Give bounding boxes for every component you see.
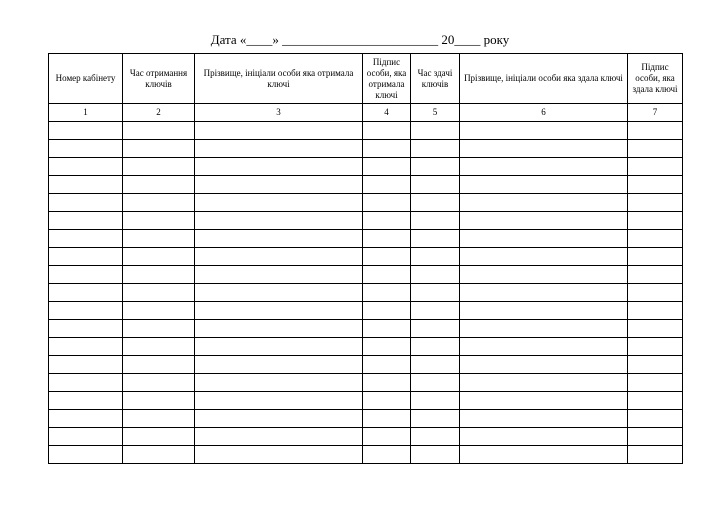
header-return-time: Час здачі ключів xyxy=(411,54,460,104)
table-row xyxy=(49,428,683,446)
table-cell[interactable] xyxy=(123,284,195,302)
table-cell[interactable] xyxy=(411,212,460,230)
table-cell[interactable] xyxy=(628,122,683,140)
table-cell[interactable] xyxy=(123,248,195,266)
table-cell[interactable] xyxy=(628,374,683,392)
year-blank[interactable]: ____ xyxy=(454,32,481,47)
table-cell[interactable] xyxy=(363,338,411,356)
table-cell[interactable] xyxy=(628,284,683,302)
table-cell[interactable] xyxy=(49,410,123,428)
table-cell[interactable] xyxy=(195,140,363,158)
table-cell[interactable] xyxy=(628,392,683,410)
table-cell[interactable] xyxy=(460,176,628,194)
table-cell[interactable] xyxy=(363,266,411,284)
table-cell[interactable] xyxy=(628,410,683,428)
table-cell[interactable] xyxy=(460,158,628,176)
table-cell[interactable] xyxy=(49,374,123,392)
table-cell[interactable] xyxy=(123,158,195,176)
table-cell[interactable] xyxy=(628,356,683,374)
column-number: 4 xyxy=(363,104,411,122)
table-cell[interactable] xyxy=(460,266,628,284)
column-number: 5 xyxy=(411,104,460,122)
table-row xyxy=(49,392,683,410)
table-cell[interactable] xyxy=(49,266,123,284)
table-cell[interactable] xyxy=(49,122,123,140)
table-row xyxy=(49,302,683,320)
header-returner-name: Прізвище, ініціали особи яка здала ключі xyxy=(460,54,628,104)
table-cell[interactable] xyxy=(123,392,195,410)
table-cell[interactable] xyxy=(195,392,363,410)
table-cell[interactable] xyxy=(363,212,411,230)
table-cell[interactable] xyxy=(49,158,123,176)
table-cell[interactable] xyxy=(363,356,411,374)
table-row xyxy=(49,410,683,428)
table-cell[interactable] xyxy=(628,212,683,230)
header-receive-time: Час отримання ключів xyxy=(123,54,195,104)
table-row xyxy=(49,284,683,302)
column-number: 3 xyxy=(195,104,363,122)
date-label: Дата « xyxy=(210,32,247,47)
table-cell[interactable] xyxy=(411,374,460,392)
table-cell[interactable] xyxy=(49,230,123,248)
table-cell[interactable] xyxy=(460,410,628,428)
table-cell[interactable] xyxy=(195,374,363,392)
table-cell[interactable] xyxy=(628,176,683,194)
table-cell[interactable] xyxy=(123,374,195,392)
table-cell[interactable] xyxy=(195,320,363,338)
year-suffix: року xyxy=(483,32,510,47)
table-row xyxy=(49,356,683,374)
table-cell[interactable] xyxy=(460,284,628,302)
table-row xyxy=(49,122,683,140)
table-cell[interactable] xyxy=(411,410,460,428)
table-cell[interactable] xyxy=(49,140,123,158)
table-cell[interactable] xyxy=(460,140,628,158)
table-cell[interactable] xyxy=(123,140,195,158)
table-cell[interactable] xyxy=(49,248,123,266)
table-row xyxy=(49,194,683,212)
header-receiver-signature: Підпис особи, яка отримала ключі xyxy=(363,54,411,104)
table-cell[interactable] xyxy=(123,410,195,428)
table-cell[interactable] xyxy=(195,212,363,230)
table-cell[interactable] xyxy=(411,140,460,158)
table-cell[interactable] xyxy=(411,320,460,338)
table-cell[interactable] xyxy=(628,320,683,338)
table-cell[interactable] xyxy=(123,212,195,230)
table-cell[interactable] xyxy=(49,446,123,464)
table-cell[interactable] xyxy=(411,158,460,176)
table-row xyxy=(49,248,683,266)
table-cell[interactable] xyxy=(460,230,628,248)
date-line xyxy=(0,31,720,49)
table-cell[interactable] xyxy=(123,428,195,446)
year-prefix: 20 xyxy=(441,32,455,47)
table-cell[interactable] xyxy=(363,320,411,338)
table-cell[interactable] xyxy=(363,302,411,320)
table-cell[interactable] xyxy=(460,194,628,212)
table-cell[interactable] xyxy=(195,122,363,140)
table-cell[interactable] xyxy=(460,428,628,446)
table-cell[interactable] xyxy=(195,410,363,428)
table-cell[interactable] xyxy=(123,266,195,284)
table-cell[interactable] xyxy=(460,446,628,464)
table-cell[interactable] xyxy=(123,446,195,464)
table-cell[interactable] xyxy=(628,338,683,356)
table-row xyxy=(49,230,683,248)
table-cell[interactable] xyxy=(460,248,628,266)
table-cell[interactable] xyxy=(628,158,683,176)
table-cell[interactable] xyxy=(195,428,363,446)
table-cell[interactable] xyxy=(628,302,683,320)
day-blank[interactable]: ____ xyxy=(246,32,273,47)
table-cell[interactable] xyxy=(123,230,195,248)
table-cell[interactable] xyxy=(195,356,363,374)
table-cell[interactable] xyxy=(49,392,123,410)
table-cell[interactable] xyxy=(49,428,123,446)
table-cell[interactable] xyxy=(411,338,460,356)
table-cell[interactable] xyxy=(123,356,195,374)
table-row xyxy=(49,320,683,338)
table-cell[interactable] xyxy=(411,176,460,194)
table-cell[interactable] xyxy=(411,122,460,140)
table-cell[interactable] xyxy=(411,428,460,446)
table-cell[interactable] xyxy=(460,338,628,356)
table-cell[interactable] xyxy=(195,266,363,284)
key-log-table xyxy=(48,53,683,464)
column-number: 7 xyxy=(628,104,683,122)
table-cell[interactable] xyxy=(195,338,363,356)
table-cell[interactable] xyxy=(123,194,195,212)
table-row xyxy=(49,140,683,158)
table-row xyxy=(49,158,683,176)
table-cell[interactable] xyxy=(49,338,123,356)
table-cell[interactable] xyxy=(195,284,363,302)
table-cell[interactable] xyxy=(411,230,460,248)
table-cell[interactable] xyxy=(363,194,411,212)
table-cell[interactable] xyxy=(123,176,195,194)
empty-rows xyxy=(49,122,683,464)
month-blank[interactable]: ________________________ xyxy=(282,32,439,47)
table-cell[interactable] xyxy=(628,428,683,446)
table-cell[interactable] xyxy=(49,284,123,302)
table-cell[interactable] xyxy=(628,194,683,212)
table-cell[interactable] xyxy=(49,320,123,338)
table-cell[interactable] xyxy=(411,194,460,212)
table-cell[interactable] xyxy=(460,122,628,140)
table-row xyxy=(49,446,683,464)
table-cell[interactable] xyxy=(363,374,411,392)
table-row xyxy=(49,266,683,284)
table-cell[interactable] xyxy=(363,284,411,302)
table-cell[interactable] xyxy=(123,338,195,356)
table-cell[interactable] xyxy=(123,320,195,338)
column-number: 2 xyxy=(123,104,195,122)
table-cell[interactable] xyxy=(49,194,123,212)
table-cell[interactable] xyxy=(123,302,195,320)
table-cell[interactable] xyxy=(363,446,411,464)
table-cell[interactable] xyxy=(363,140,411,158)
table-row xyxy=(49,176,683,194)
table-cell[interactable] xyxy=(628,266,683,284)
table-cell[interactable] xyxy=(363,428,411,446)
table-cell[interactable] xyxy=(411,392,460,410)
table-cell[interactable] xyxy=(411,266,460,284)
table-cell[interactable] xyxy=(411,446,460,464)
table-cell[interactable] xyxy=(460,392,628,410)
table-cell[interactable] xyxy=(628,446,683,464)
header-room-number: Номер кабінету xyxy=(49,54,123,104)
header-receiver-name: Прізвище, ініціали особи яка отримала ключі xyxy=(195,54,363,104)
table-cell[interactable] xyxy=(363,158,411,176)
table-cell[interactable] xyxy=(195,158,363,176)
table-cell[interactable] xyxy=(460,212,628,230)
table-cell[interactable] xyxy=(460,356,628,374)
table-cell[interactable] xyxy=(411,248,460,266)
table-cell[interactable] xyxy=(363,122,411,140)
table-cell[interactable] xyxy=(123,122,195,140)
table-cell[interactable] xyxy=(363,248,411,266)
table-cell[interactable] xyxy=(195,248,363,266)
column-number-row xyxy=(49,104,683,122)
header-row xyxy=(49,54,683,104)
table-cell[interactable] xyxy=(411,284,460,302)
table-cell[interactable] xyxy=(195,446,363,464)
table-cell[interactable] xyxy=(411,302,460,320)
table-cell[interactable] xyxy=(628,248,683,266)
table-row xyxy=(49,338,683,356)
table-cell[interactable] xyxy=(49,302,123,320)
table-cell[interactable] xyxy=(195,194,363,212)
table-cell[interactable] xyxy=(411,356,460,374)
table-cell[interactable] xyxy=(195,302,363,320)
date-close-quote: » xyxy=(272,32,279,47)
table-cell[interactable] xyxy=(460,320,628,338)
table-cell[interactable] xyxy=(363,392,411,410)
table-row xyxy=(49,212,683,230)
table-cell[interactable] xyxy=(363,410,411,428)
table-cell[interactable] xyxy=(628,230,683,248)
table-cell[interactable] xyxy=(628,140,683,158)
table-cell[interactable] xyxy=(195,230,363,248)
column-number: 6 xyxy=(460,104,628,122)
table-cell[interactable] xyxy=(460,302,628,320)
header-returner-signature: Підпис особи, яка здала ключі xyxy=(628,54,683,104)
table-cell[interactable] xyxy=(363,230,411,248)
table-cell[interactable] xyxy=(49,212,123,230)
table-cell[interactable] xyxy=(49,176,123,194)
table-row xyxy=(49,374,683,392)
table-cell[interactable] xyxy=(195,176,363,194)
table-cell[interactable] xyxy=(49,356,123,374)
column-number: 1 xyxy=(49,104,123,122)
table-cell[interactable] xyxy=(363,176,411,194)
table-cell[interactable] xyxy=(460,374,628,392)
